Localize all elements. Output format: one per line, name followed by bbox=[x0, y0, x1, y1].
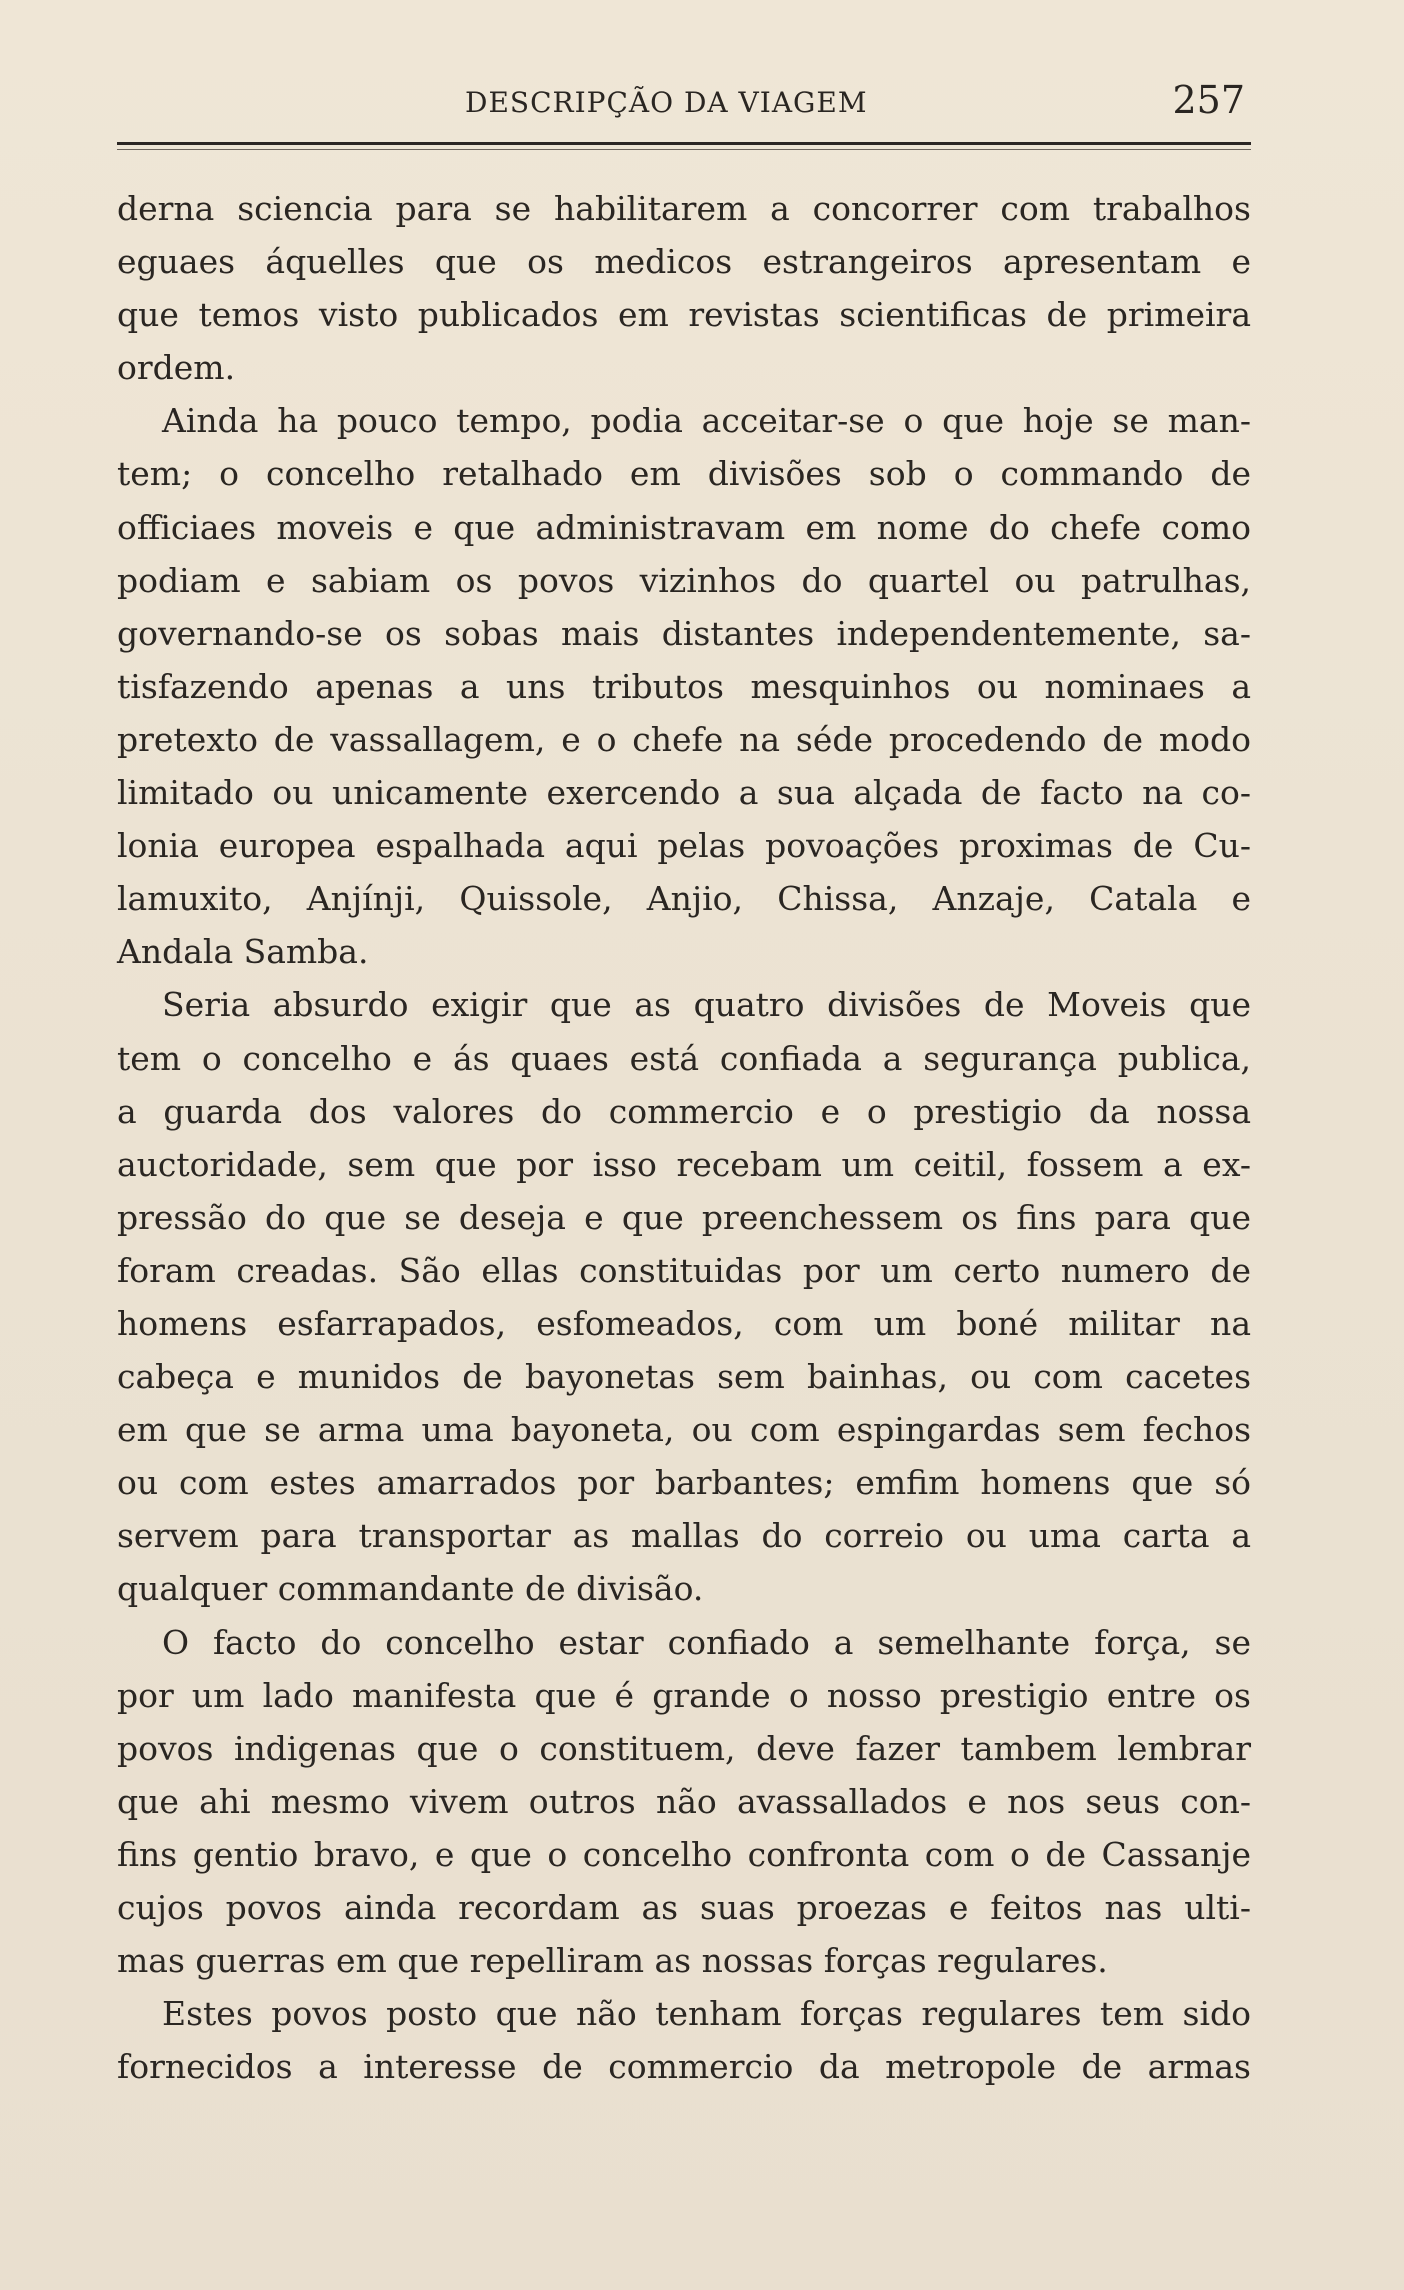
text-line: tem o concelho e ás quaes está confiada a segurança publica, bbox=[117, 1038, 1251, 1078]
text-line: em que se arma uma bayoneta, ou com espingardas sem fechos bbox=[117, 1410, 1251, 1450]
text-line: Ainda ha pouco tempo, podia acceitar-se o que hoje se man- bbox=[162, 401, 1251, 441]
text-line: Seria absurdo exigir que as quatro divisões de Moveis que bbox=[162, 985, 1251, 1025]
text-line: cujos povos ainda recordam as suas proezas e feitos nas ulti- bbox=[117, 1888, 1251, 1927]
text-line: tem; o concelho retalhado em divisões sob o commando de bbox=[117, 454, 1251, 494]
page-number: 257 bbox=[1172, 78, 1245, 122]
text-line: Andala Samba. bbox=[117, 932, 369, 972]
text-line: eguaes áquelles que os medicos estrangeiros apresentam e bbox=[117, 242, 1251, 282]
text-line: fornecidos a interesse de commercio da metropole de armas bbox=[117, 2047, 1251, 2087]
text-line: auctoridade, sem que por isso recebam um ceitil, fossem a ex- bbox=[117, 1144, 1251, 1184]
text-line: fins gentio bravo, e que o concelho confronta com o de Cassanje bbox=[117, 1834, 1251, 1874]
text-line: povos indigenas que o constituem, deve fazer tambem lembrar bbox=[117, 1728, 1251, 1768]
text-line: pretexto de vassallagem, e o chefe na séde procedendo de modo bbox=[117, 719, 1251, 759]
header-rule-thin bbox=[117, 149, 1251, 150]
text-line: podiam e sabiam os povos vizinhos do quartel ou patrulhas, bbox=[117, 560, 1251, 600]
text-line: que ahi mesmo vivem outros não avassallados e nos seus con- bbox=[117, 1781, 1251, 1821]
text-line: a guarda dos valores do commercio e o prestigio da nossa bbox=[117, 1091, 1251, 1131]
text-line: tisfazendo apenas a uns tributos mesquinhos ou nominaes a bbox=[117, 666, 1251, 706]
text-line: pressão do que se deseja e que preenchessem os fins para que bbox=[117, 1197, 1251, 1237]
text-line: lamuxito, Anjínji, Quissole, Anjio, Chissa, Anzaje, Catala e bbox=[117, 879, 1251, 919]
running-title: DESCRIPÇÃO DA VIAGEM bbox=[465, 86, 868, 119]
text-line: por um lado manifesta que é grande o nosso prestigio entre os bbox=[117, 1675, 1251, 1715]
header-rule bbox=[117, 142, 1251, 145]
text-line: servem para transportar as mallas do correio ou uma carta a bbox=[117, 1516, 1251, 1556]
text-line: limitado ou unicamente exercendo a sua alçada de facto na co- bbox=[117, 773, 1251, 813]
text-line: lonia europea espalhada aqui pelas povoações proximas de Cu- bbox=[117, 826, 1251, 866]
text-line: foram creadas. São ellas constituidas por um certo numero de bbox=[117, 1250, 1251, 1290]
text-line: mas guerras em que repelliram as nossas forças regulares. bbox=[117, 1941, 1108, 1981]
text-line: cabeça e munidos de bayonetas sem bainhas, ou com cacetes bbox=[117, 1357, 1251, 1397]
text-line: ordem. bbox=[117, 348, 236, 388]
text-line: que temos visto publicados em revistas scientificas de primeira bbox=[117, 295, 1251, 335]
text-line: qualquer commandante de divisão. bbox=[117, 1569, 704, 1609]
page-header bbox=[117, 76, 1251, 136]
text-line: Estes povos posto que não tenham forças regulares tem sido bbox=[162, 1994, 1251, 2034]
text-line: O facto do concelho estar confiado a semelhante força, se bbox=[162, 1622, 1251, 1662]
text-line: ou com estes amarrados por barbantes; emfim homens que só bbox=[117, 1463, 1251, 1503]
body-text bbox=[117, 182, 1251, 2093]
text-line: homens esfarrapados, esfomeados, com um boné militar na bbox=[117, 1303, 1251, 1343]
text-line: officiaes moveis e que administravam em nome do chefe como bbox=[117, 507, 1251, 547]
text-line: derna sciencia para se habilitarem a concorrer com trabalhos bbox=[117, 189, 1251, 228]
text-line: governando-se os sobas mais distantes independentemente, sa- bbox=[117, 613, 1251, 653]
